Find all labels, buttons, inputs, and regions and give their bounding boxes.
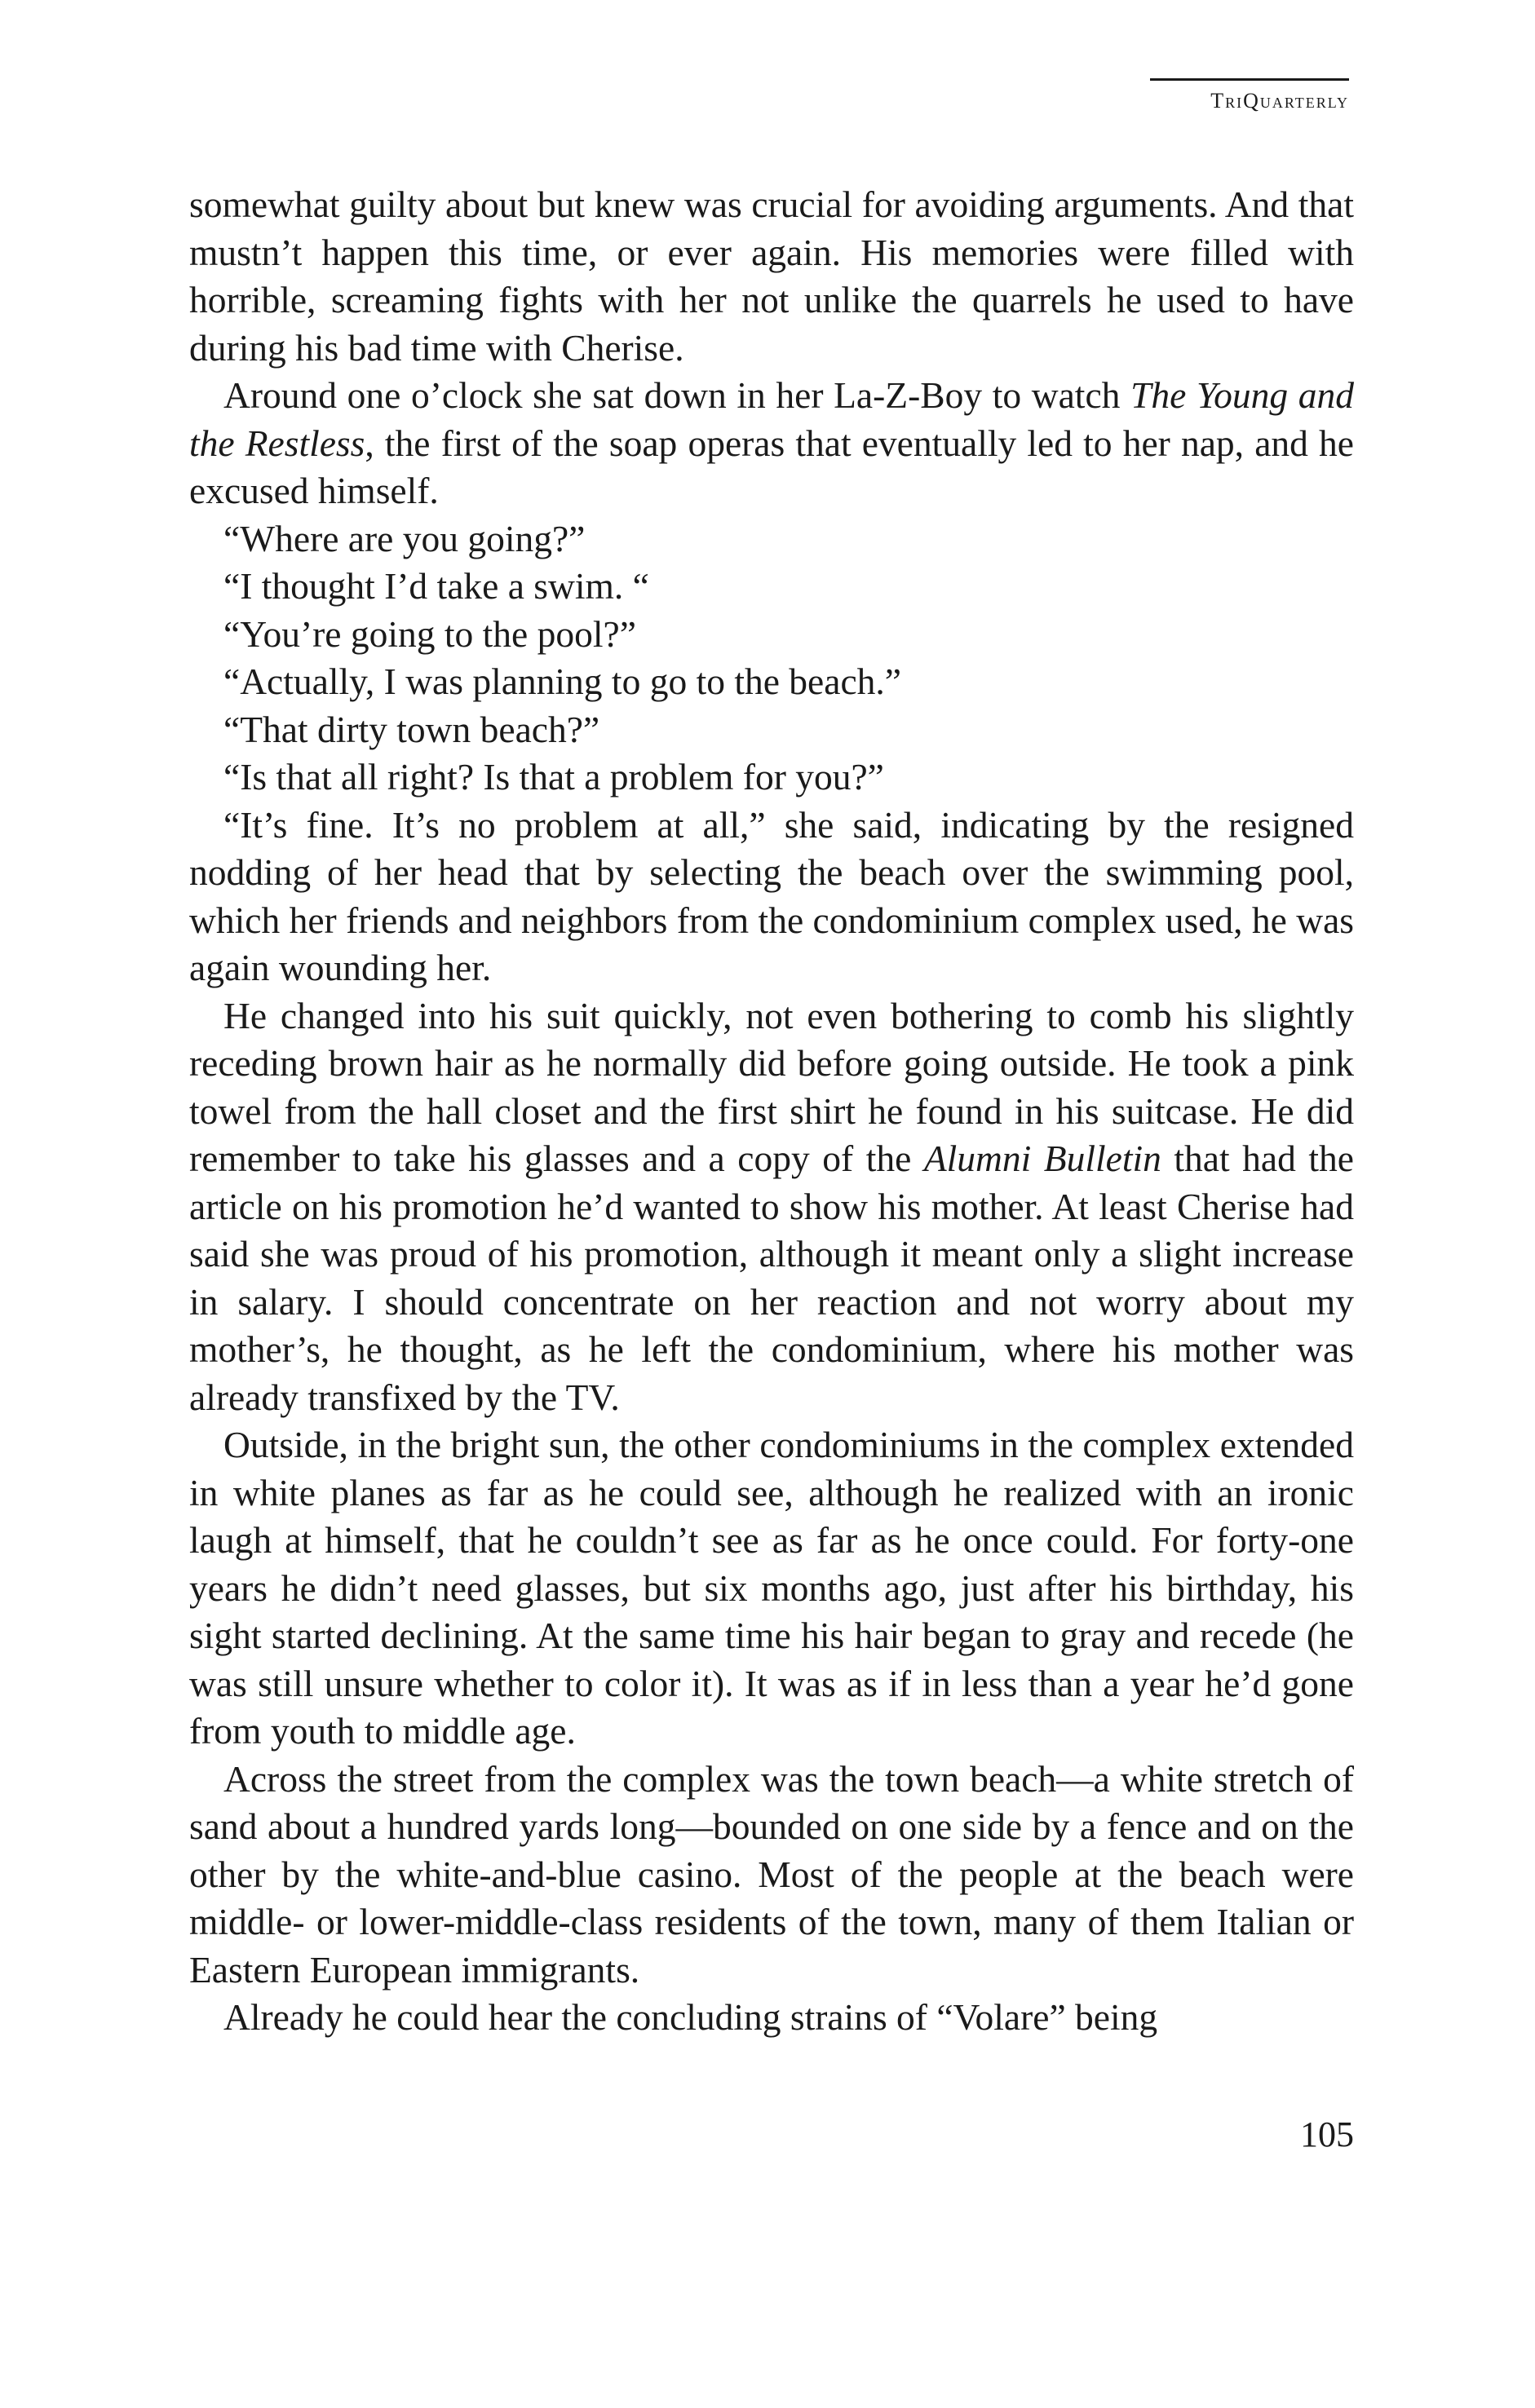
italic-title: Alumni Bulletin (923, 1138, 1161, 1179)
italic-title: The Young and the Restless (189, 374, 1354, 464)
paragraph (189, 1994, 1354, 2042)
text-run: “You’re going to the pool?” (223, 612, 636, 655)
paragraph (189, 753, 1354, 802)
text-run: Outside, in the bright sun, the other condominiums in the complex extended in white planes as far as he could see, although he realized with an ironic laugh at himself, that he couldn’t see as far as he once could. For forty-one years he didn’t need glasses, but six months ago, just after his birthday, his sight started declining. At the same time his hair began to gray and recede (he was still unsure whether to color it). It was as if in less than a year he’d gone from youth to middle age. (189, 1424, 1354, 1752)
text-run: “Where are you going?” (223, 517, 586, 559)
text-run: Around one o’clock she sat down in her La-Z-Boy to watch (223, 374, 1131, 416)
page-number: 105 (1300, 2114, 1354, 2154)
text-run: “Is that all right? Is that a problem for you?” (223, 756, 884, 798)
paragraph (189, 563, 1354, 611)
text-run: , the first of the soap operas that eventually led to her nap, and he excused himself. (189, 422, 1354, 511)
paragraph (189, 706, 1354, 754)
body-text (189, 181, 1354, 2042)
text-run: somewhat guilty about but knew was crucial for avoiding arguments. And that mustn’t happen this time, or ever again. His memories were filled with horrible, screaming fights with her not unlike the quarrels he used to have during his bad time with Cherise. (189, 183, 1354, 369)
text-run: “It’s fine. It’s no problem at all,” she said, indicating by the resigned nodding of her head that by selecting the beach over the swimming pool, which her friends and neighbors from the condominium complex used, he was again wounding her. (189, 803, 1354, 988)
paragraph (189, 611, 1354, 659)
paragraph (189, 1421, 1354, 1756)
text-run: “That dirty town beach?” (223, 708, 600, 750)
paragraph (189, 992, 1354, 1422)
paragraph (189, 181, 1354, 372)
text-run: that had the article on his promotion he’d wanted to show his mother. At least Cherise had said she was proud of his promotion, although it meant only a slight increase in salary. I should concentrate on her reaction and not worry about my mother’s, he thought, as he left the condominium, where his mother was already transfixed by the TV. (189, 1138, 1354, 1418)
text-run: “Actually, I was planning to go to the beach.” (223, 661, 901, 702)
paragraph (189, 372, 1354, 515)
text-run: Already he could hear the concluding strains of “Volare” being (223, 1996, 1158, 2038)
paragraph (189, 1756, 1354, 1995)
running-head: TriQuarterly (1150, 78, 1349, 113)
paragraph (189, 515, 1354, 563)
text-run: He changed into his suit quickly, not even bothering to comb his slightly receding brown hair as he normally did before going outside. He took a pink towel from the hall closet and the first shirt he found in his suitcase. He did remember to take his glasses and a copy of the (189, 994, 1354, 1179)
paragraph (189, 802, 1354, 992)
paragraph (189, 658, 1354, 706)
text-run: “I thought I’d take a swim. “ (223, 565, 649, 607)
text-run: Across the street from the complex was the town beach—a white stretch of sand about a hundred yards long—bounded on one side by a fence and on the other by the white-and-blue casino. Most of the people at the beach were middle- or lower-middle-class residents of the town, many of them Italian or Eastern European immigrants. (189, 1757, 1354, 1990)
